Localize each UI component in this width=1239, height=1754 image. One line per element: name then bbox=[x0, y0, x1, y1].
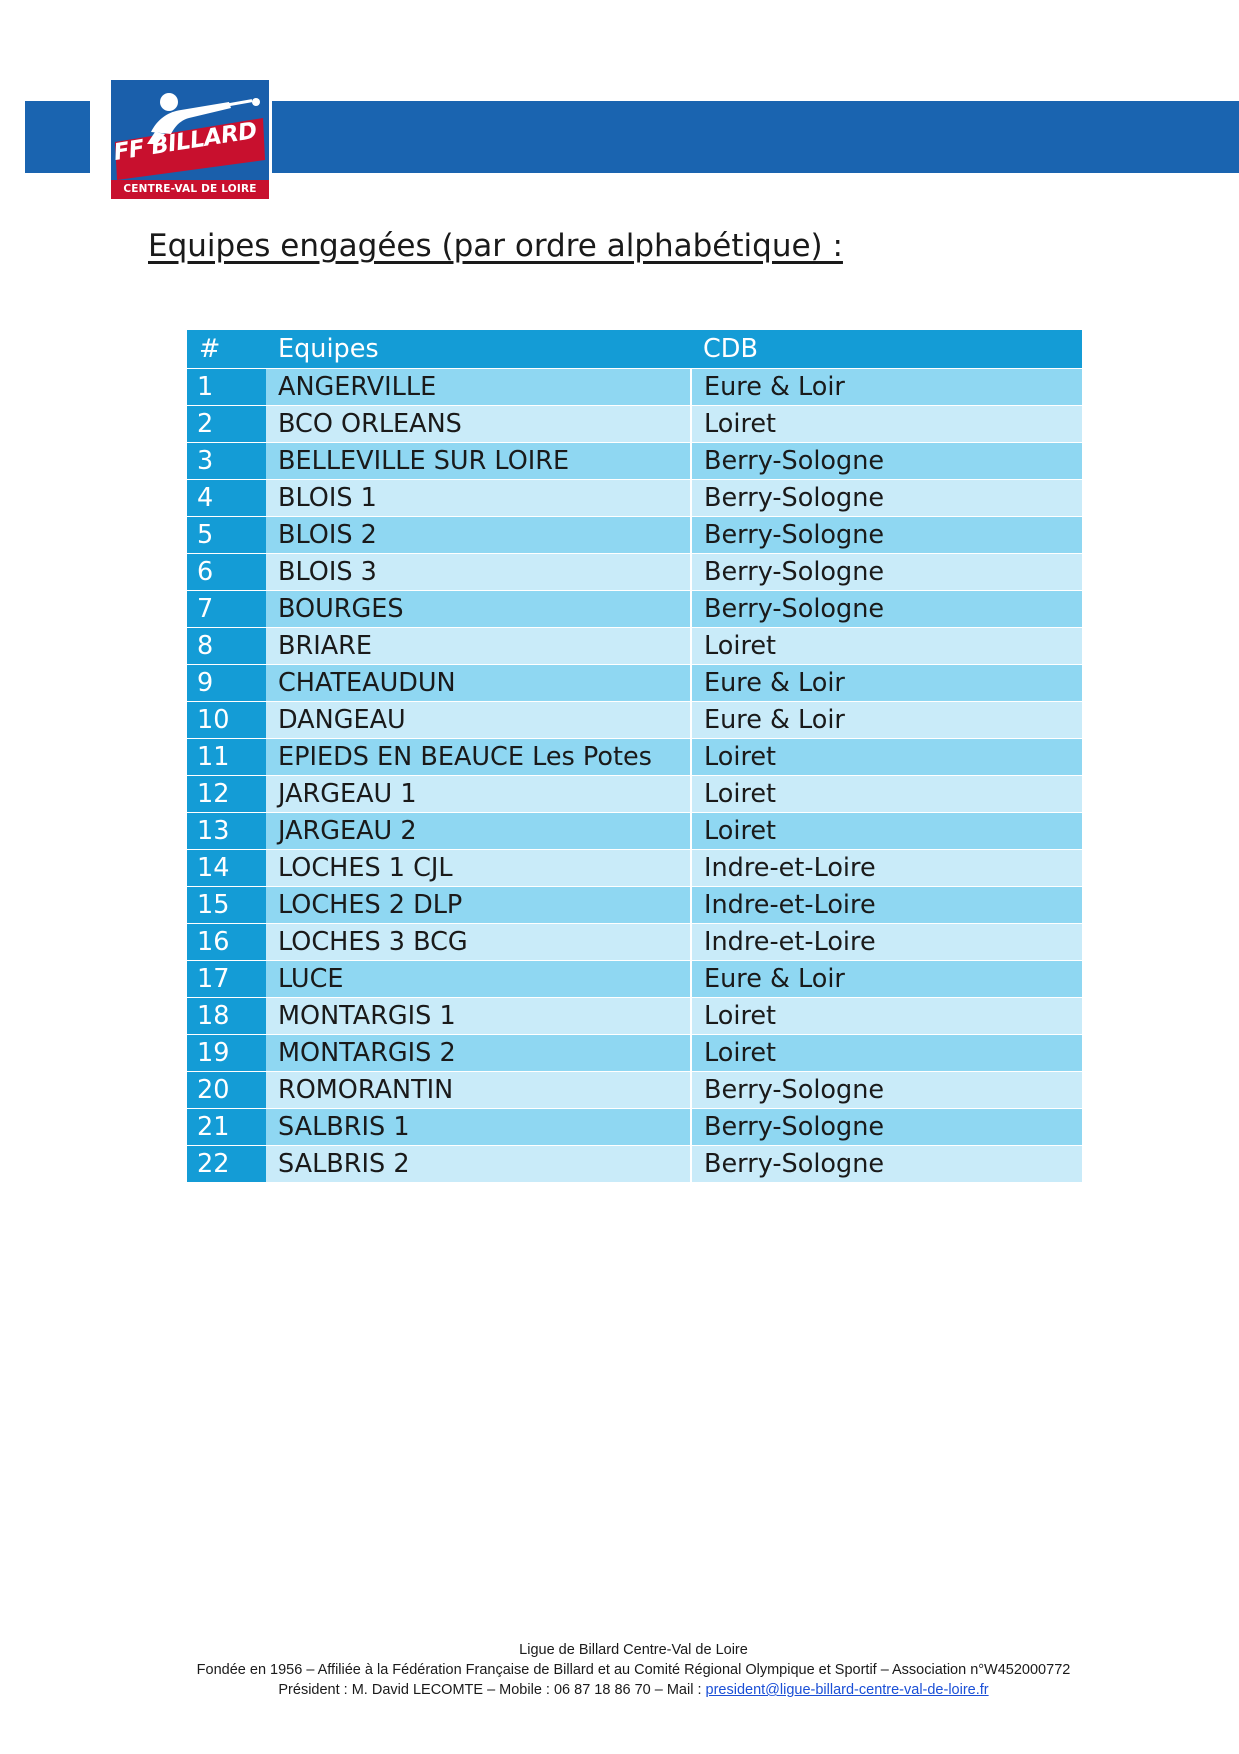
row-team: BRIARE bbox=[266, 628, 691, 665]
row-team: MONTARGIS 2 bbox=[266, 1035, 691, 1072]
row-team: BOURGES bbox=[266, 591, 691, 628]
table-row bbox=[187, 924, 1082, 961]
page-title: Equipes engagées (par ordre alphabétique) : bbox=[148, 228, 843, 264]
table-row bbox=[187, 665, 1082, 702]
row-team: BLOIS 3 bbox=[266, 554, 691, 591]
row-team: ANGERVILLE bbox=[266, 369, 691, 406]
row-number: 11 bbox=[187, 739, 266, 776]
table-row bbox=[187, 998, 1082, 1035]
logo-subtitle: CENTRE-VAL DE LOIRE bbox=[111, 180, 269, 199]
row-cdb: Indre-et-Loire bbox=[691, 887, 1082, 924]
table-row bbox=[187, 776, 1082, 813]
row-cdb: Berry-Sologne bbox=[691, 480, 1082, 517]
row-number: 5 bbox=[187, 517, 266, 554]
row-cdb: Berry-Sologne bbox=[691, 1146, 1082, 1183]
row-cdb: Loiret bbox=[691, 628, 1082, 665]
row-number: 8 bbox=[187, 628, 266, 665]
row-number: 4 bbox=[187, 480, 266, 517]
row-cdb: Berry-Sologne bbox=[691, 1109, 1082, 1146]
table-row bbox=[187, 1109, 1082, 1146]
table-row bbox=[187, 443, 1082, 480]
row-cdb: Loiret bbox=[691, 776, 1082, 813]
row-team: SALBRIS 1 bbox=[266, 1109, 691, 1146]
row-number: 9 bbox=[187, 665, 266, 702]
row-cdb: Eure & Loir bbox=[691, 665, 1082, 702]
row-team: JARGEAU 2 bbox=[266, 813, 691, 850]
logo-wordmark: FF BILLARD bbox=[111, 117, 259, 167]
table-row bbox=[187, 850, 1082, 887]
table-row bbox=[187, 628, 1082, 665]
row-number: 1 bbox=[187, 369, 266, 406]
table-row bbox=[187, 887, 1082, 924]
row-number: 10 bbox=[187, 702, 266, 739]
row-cdb: Berry-Sologne bbox=[691, 517, 1082, 554]
row-number: 21 bbox=[187, 1109, 266, 1146]
row-team: ROMORANTIN bbox=[266, 1072, 691, 1109]
row-team: DANGEAU bbox=[266, 702, 691, 739]
header-band-right bbox=[272, 101, 1239, 173]
row-cdb: Loiret bbox=[691, 813, 1082, 850]
row-team: BCO ORLEANS bbox=[266, 406, 691, 443]
table-row bbox=[187, 369, 1082, 406]
row-number: 7 bbox=[187, 591, 266, 628]
row-team: BLOIS 1 bbox=[266, 480, 691, 517]
row-cdb: Berry-Sologne bbox=[691, 443, 1082, 480]
row-cdb: Berry-Sologne bbox=[691, 1072, 1082, 1109]
teams-table bbox=[187, 330, 1082, 1182]
row-cdb: Eure & Loir bbox=[691, 702, 1082, 739]
row-team: JARGEAU 1 bbox=[266, 776, 691, 813]
row-number: 14 bbox=[187, 850, 266, 887]
row-team: CHATEAUDUN bbox=[266, 665, 691, 702]
table-row bbox=[187, 1146, 1082, 1183]
footer bbox=[0, 1640, 1239, 1700]
row-cdb: Indre-et-Loire bbox=[691, 924, 1082, 961]
row-cdb: Loiret bbox=[691, 739, 1082, 776]
table-row bbox=[187, 1035, 1082, 1072]
footer-president: Président : M. David LECOMTE – Mobile : 06 87 18 86 70 – Mail : bbox=[278, 1682, 706, 1698]
table-row bbox=[187, 591, 1082, 628]
row-team: LOCHES 3 BCG bbox=[266, 924, 691, 961]
table-row bbox=[187, 739, 1082, 776]
table-row bbox=[187, 1072, 1082, 1109]
row-number: 20 bbox=[187, 1072, 266, 1109]
row-cdb: Loiret bbox=[691, 998, 1082, 1035]
row-number: 2 bbox=[187, 406, 266, 443]
row-cdb: Eure & Loir bbox=[691, 369, 1082, 406]
row-team: MONTARGIS 1 bbox=[266, 998, 691, 1035]
table-row bbox=[187, 554, 1082, 591]
row-number: 19 bbox=[187, 1035, 266, 1072]
row-number: 16 bbox=[187, 924, 266, 961]
row-number: 22 bbox=[187, 1146, 266, 1183]
row-number: 6 bbox=[187, 554, 266, 591]
row-number: 18 bbox=[187, 998, 266, 1035]
row-team: LOCHES 2 DLP bbox=[266, 887, 691, 924]
footer-affiliation: Fondée en 1956 – Affiliée à la Fédération Française de Billard et au Comité Régional Olympique et Sportif – Association n°W452000772 bbox=[196, 1662, 1071, 1678]
table-row bbox=[187, 961, 1082, 998]
footer-league-name: Ligue de Billard Centre-Val de Loire bbox=[519, 1642, 748, 1658]
row-cdb: Berry-Sologne bbox=[691, 554, 1082, 591]
footer-contact bbox=[0, 1680, 1239, 1700]
header-number: # bbox=[187, 330, 266, 369]
row-team: BLOIS 2 bbox=[266, 517, 691, 554]
table-row bbox=[187, 480, 1082, 517]
row-cdb: Loiret bbox=[691, 1035, 1082, 1072]
header-band-left bbox=[25, 101, 90, 173]
row-number: 3 bbox=[187, 443, 266, 480]
ffbillard-logo bbox=[111, 80, 269, 199]
row-number: 13 bbox=[187, 813, 266, 850]
table-row bbox=[187, 517, 1082, 554]
table-row bbox=[187, 406, 1082, 443]
row-number: 12 bbox=[187, 776, 266, 813]
row-cdb: Indre-et-Loire bbox=[691, 850, 1082, 887]
row-team: LUCE bbox=[266, 961, 691, 998]
row-cdb: Berry-Sologne bbox=[691, 591, 1082, 628]
table-row bbox=[187, 813, 1082, 850]
row-number: 15 bbox=[187, 887, 266, 924]
header-cdb: CDB bbox=[691, 330, 1082, 369]
row-team: EPIEDS EN BEAUCE Les Potes bbox=[266, 739, 691, 776]
row-team: LOCHES 1 CJL bbox=[266, 850, 691, 887]
table-row bbox=[187, 702, 1082, 739]
header-team: Equipes bbox=[266, 330, 691, 369]
row-cdb: Eure & Loir bbox=[691, 961, 1082, 998]
table-header-row bbox=[187, 330, 1082, 369]
row-number: 17 bbox=[187, 961, 266, 998]
row-cdb: Loiret bbox=[691, 406, 1082, 443]
row-team: SALBRIS 2 bbox=[266, 1146, 691, 1183]
row-team: BELLEVILLE SUR LOIRE bbox=[266, 443, 691, 480]
footer-email-link[interactable]: president@ligue-billard-centre-val-de-loire.fr bbox=[705, 1682, 989, 1698]
